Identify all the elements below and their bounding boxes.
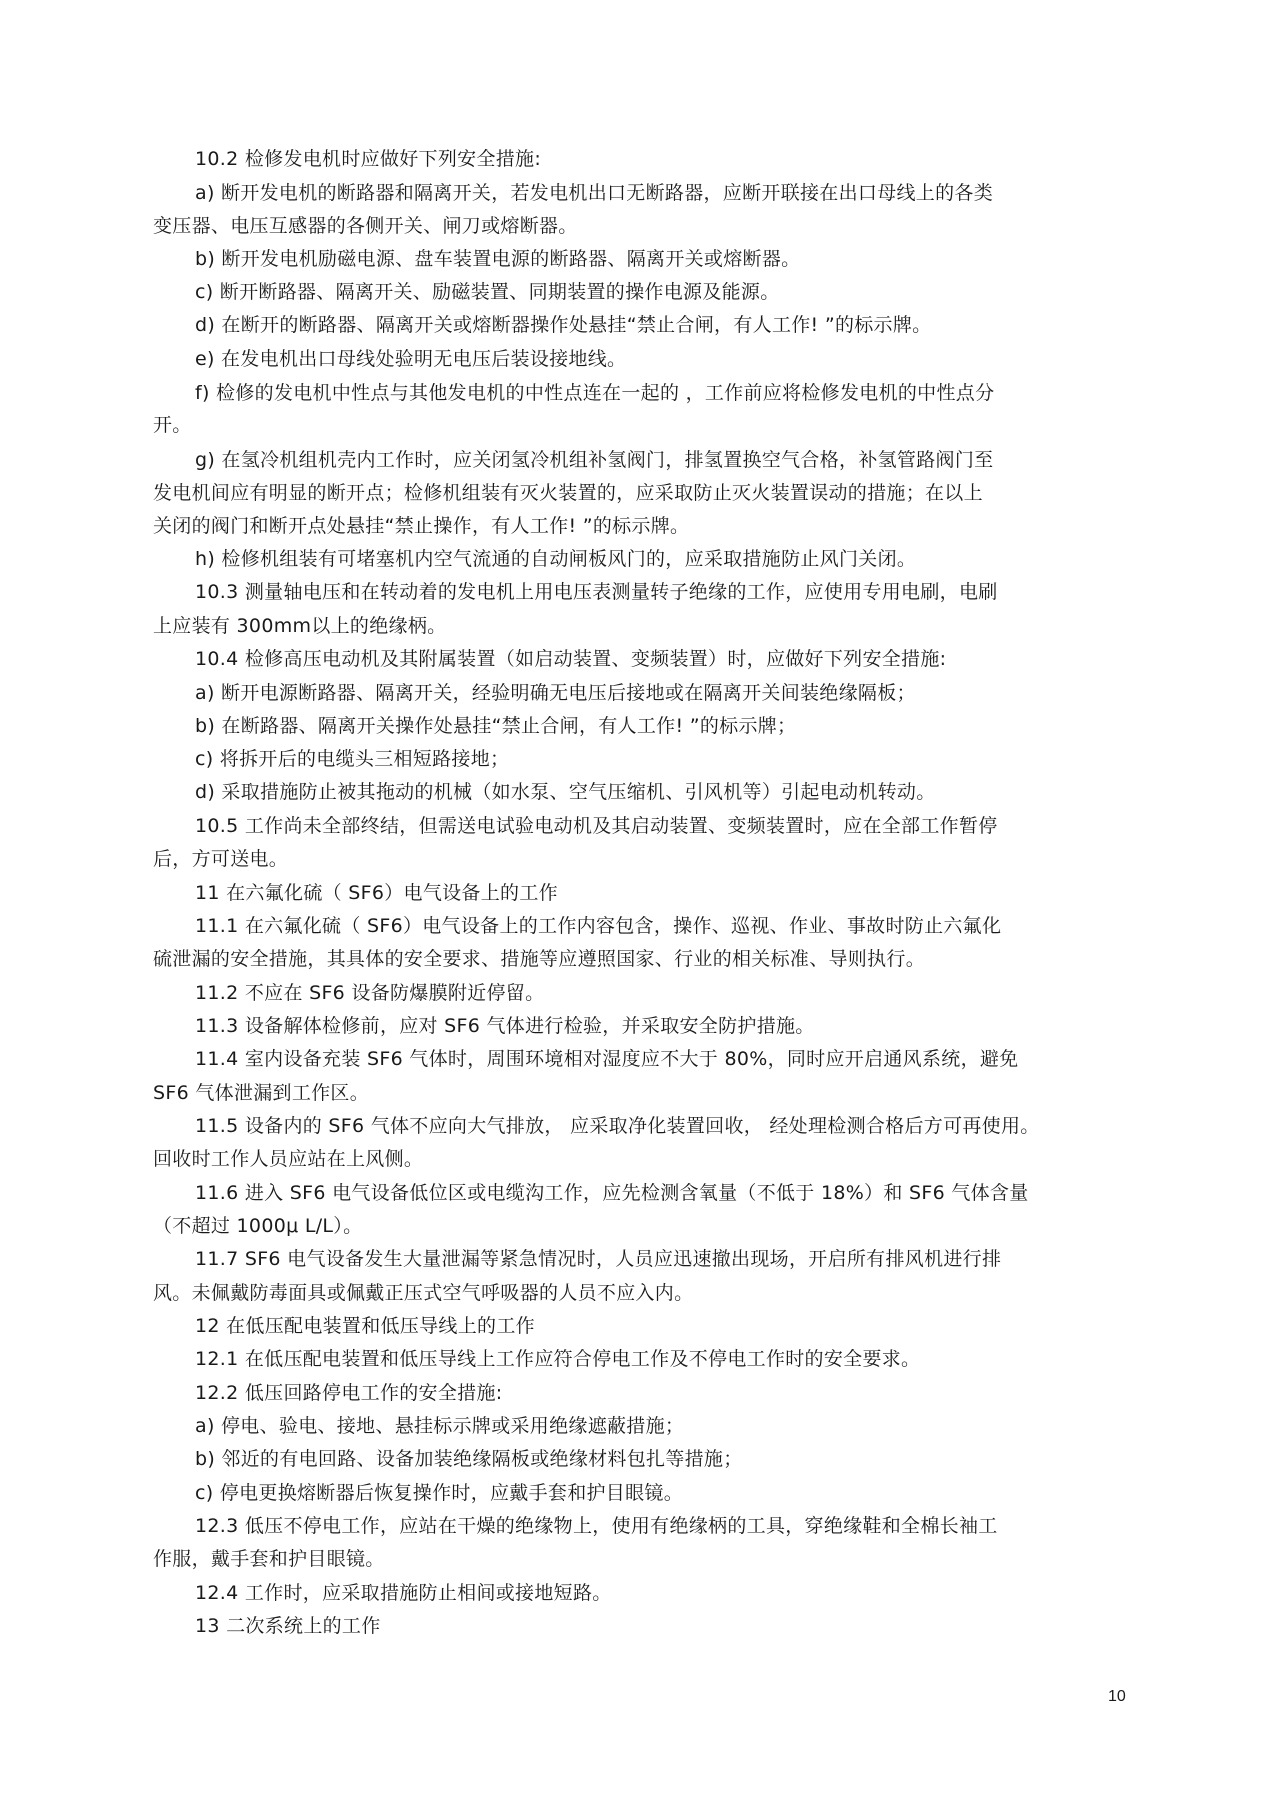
text-line: 风。未佩戴防毒面具或佩戴正压式空气呼吸器的人员不应入内。 bbox=[153, 1282, 694, 1304]
text-line: 13 二次系统上的工作 bbox=[195, 1615, 381, 1637]
text-line: b) 断开发电机励磁电源、盘车装置电源的断路器、隔离开关或熔断器。 bbox=[195, 248, 801, 270]
text-line: a) 断开电源断路器、隔离开关，经验明确无电压后接地或在隔离开关间装绝缘隔板； bbox=[195, 682, 916, 704]
text-line: 12 在低压配电装置和低压导线上的工作 bbox=[195, 1315, 535, 1337]
text-line: 后，方可送电。 bbox=[153, 848, 289, 870]
text-line: 10.5 工作尚未全部终结，但需送电试验电动机及其启动装置、变频装置时，应在全部工作暂停 bbox=[195, 815, 998, 837]
text-line: 10.2 检修发电机时应做好下列安全措施: bbox=[195, 148, 542, 170]
text-line: 11.4 室内设备充装 SF6 气体时，周围环境相对湿度应不大于 80%，同时应开启通风系统，避免 bbox=[195, 1048, 1019, 1070]
page-number: 10 bbox=[1108, 1688, 1126, 1705]
text-line: 11.6 进入 SF6 电气设备低位区或电缆沟工作，应先检测含氧量（不低于 18%）和 SF6 气体含量 bbox=[195, 1182, 1029, 1204]
text-line: 回收时工作人员应站在上风侧。 bbox=[153, 1148, 424, 1170]
text-line: c) 将拆开后的电缆头三相短路接地； bbox=[195, 748, 510, 770]
text-line: 12.2 低压回路停电工作的安全措施: bbox=[195, 1382, 503, 1404]
text-line: 开。 bbox=[153, 414, 192, 436]
text-line: 发电机间应有明显的断开点；检修机组装有灭火装置的，应采取防止灭火装置误动的措施；在以上 bbox=[153, 482, 983, 504]
text-line: a) 断开发电机的断路器和隔离开关，若发电机出口无断路器，应断开联接在出口母线上的各类 bbox=[195, 182, 993, 204]
text-line: 作服，戴手套和护目眼镜。 bbox=[153, 1548, 385, 1570]
text-line: 10.4 检修高压电动机及其附属装置（如启动装置、变频装置）时，应做好下列安全措施: bbox=[195, 648, 947, 670]
text-line: 11.3 设备解体检修前，应对 SF6 气体进行检验，并采取安全防护措施。 bbox=[195, 1015, 815, 1037]
text-line: 11.1 在六氟化硫（ SF6）电气设备上的工作内容包含，操作、巡视、作业、事故时防止六氟化 bbox=[195, 915, 1002, 937]
text-line: SF6 气体泄漏到工作区。 bbox=[153, 1082, 370, 1104]
text-line: 12.3 低压不停电工作，应站在干燥的绝缘物上，使用有绝缘柄的工具，穿绝缘鞋和全棉长袖工 bbox=[195, 1515, 998, 1537]
text-line: 变压器、电压互感器的各侧开关、闸刀或熔断器。 bbox=[153, 215, 578, 237]
text-line: 11 在六氟化硫（ SF6）电气设备上的工作 bbox=[195, 882, 558, 904]
text-line: 12.1 在低压配电装置和低压导线上工作应符合停电工作及不停电工作时的安全要求。 bbox=[195, 1348, 921, 1370]
text-line: e) 在发电机出口母线处验明无电压后装设接地线。 bbox=[195, 348, 627, 370]
text-line: g) 在氢冷机组机壳内工作时，应关闭氢冷机组补氢阀门，排氢置换空气合格，补氢管路阀门至 bbox=[195, 449, 994, 471]
text-line: 11.7 SF6 电气设备发生大量泄漏等紧急情况时，人员应迅速撤出现场，开启所有排风机进行排 bbox=[195, 1248, 1002, 1270]
text-line: c) 断开断路器、隔离开关、励磁装置、同期装置的操作电源及能源。 bbox=[195, 281, 780, 303]
text-line: 关闭的阀门和断开点处悬挂“禁止操作，有人工作! ”的标示牌。 bbox=[153, 515, 690, 537]
text-line: c) 停电更换熔断器后恢复操作时，应戴手套和护目眼镜。 bbox=[195, 1482, 683, 1504]
text-line: d) 采取措施防止被其拖动的机械（如水泵、空气压缩机、引风机等）引起电动机转动。 bbox=[195, 781, 936, 803]
text-line: 11.5 设备内的 SF6 气体不应向大气排放， 应采取净化装置回收， 经处理检测合格后方可再使用。 bbox=[195, 1115, 1040, 1137]
text-line: （不超过 1000μ L/L）。 bbox=[153, 1215, 363, 1237]
text-line: b) 在断路器、隔离开关操作处悬挂“禁止合闸，有人工作! ”的标示牌； bbox=[195, 715, 797, 737]
text-line: d) 在断开的断路器、隔离开关或熔断器操作处悬挂“禁止合闸，有人工作! ”的标示牌。 bbox=[195, 314, 932, 336]
text-line: 上应装有 300mm以上的绝缘柄。 bbox=[153, 615, 447, 637]
text-line: f) 检修的发电机中性点与其他发电机的中性点连在一起的 ，工作前应将检修发电机的中性点分 bbox=[195, 382, 995, 404]
text-line: b) 邻近的有电回路、设备加装绝缘隔板或绝缘材料包扎等措施； bbox=[195, 1448, 743, 1470]
text-line: 10.3 测量轴电压和在转动着的发电机上用电压表测量转子绝缘的工作，应使用专用电刷，电刷 bbox=[195, 581, 998, 603]
text-line: h) 检修机组装有可堵塞机内空气流通的自动闸板风门的，应采取措施防止风门关闭。 bbox=[195, 548, 917, 570]
text-line: a) 停电、验电、接地、悬挂标示牌或采用绝缘遮蔽措施； bbox=[195, 1415, 685, 1437]
text-line: 12.4 工作时，应采取措施防止相间或接地短路。 bbox=[195, 1582, 612, 1604]
text-line: 硫泄漏的安全措施，其具体的安全要求、措施等应遵照国家、行业的相关标准、导则执行。 bbox=[153, 948, 926, 970]
text-line: 11.2 不应在 SF6 设备防爆膜附近停留。 bbox=[195, 982, 545, 1004]
